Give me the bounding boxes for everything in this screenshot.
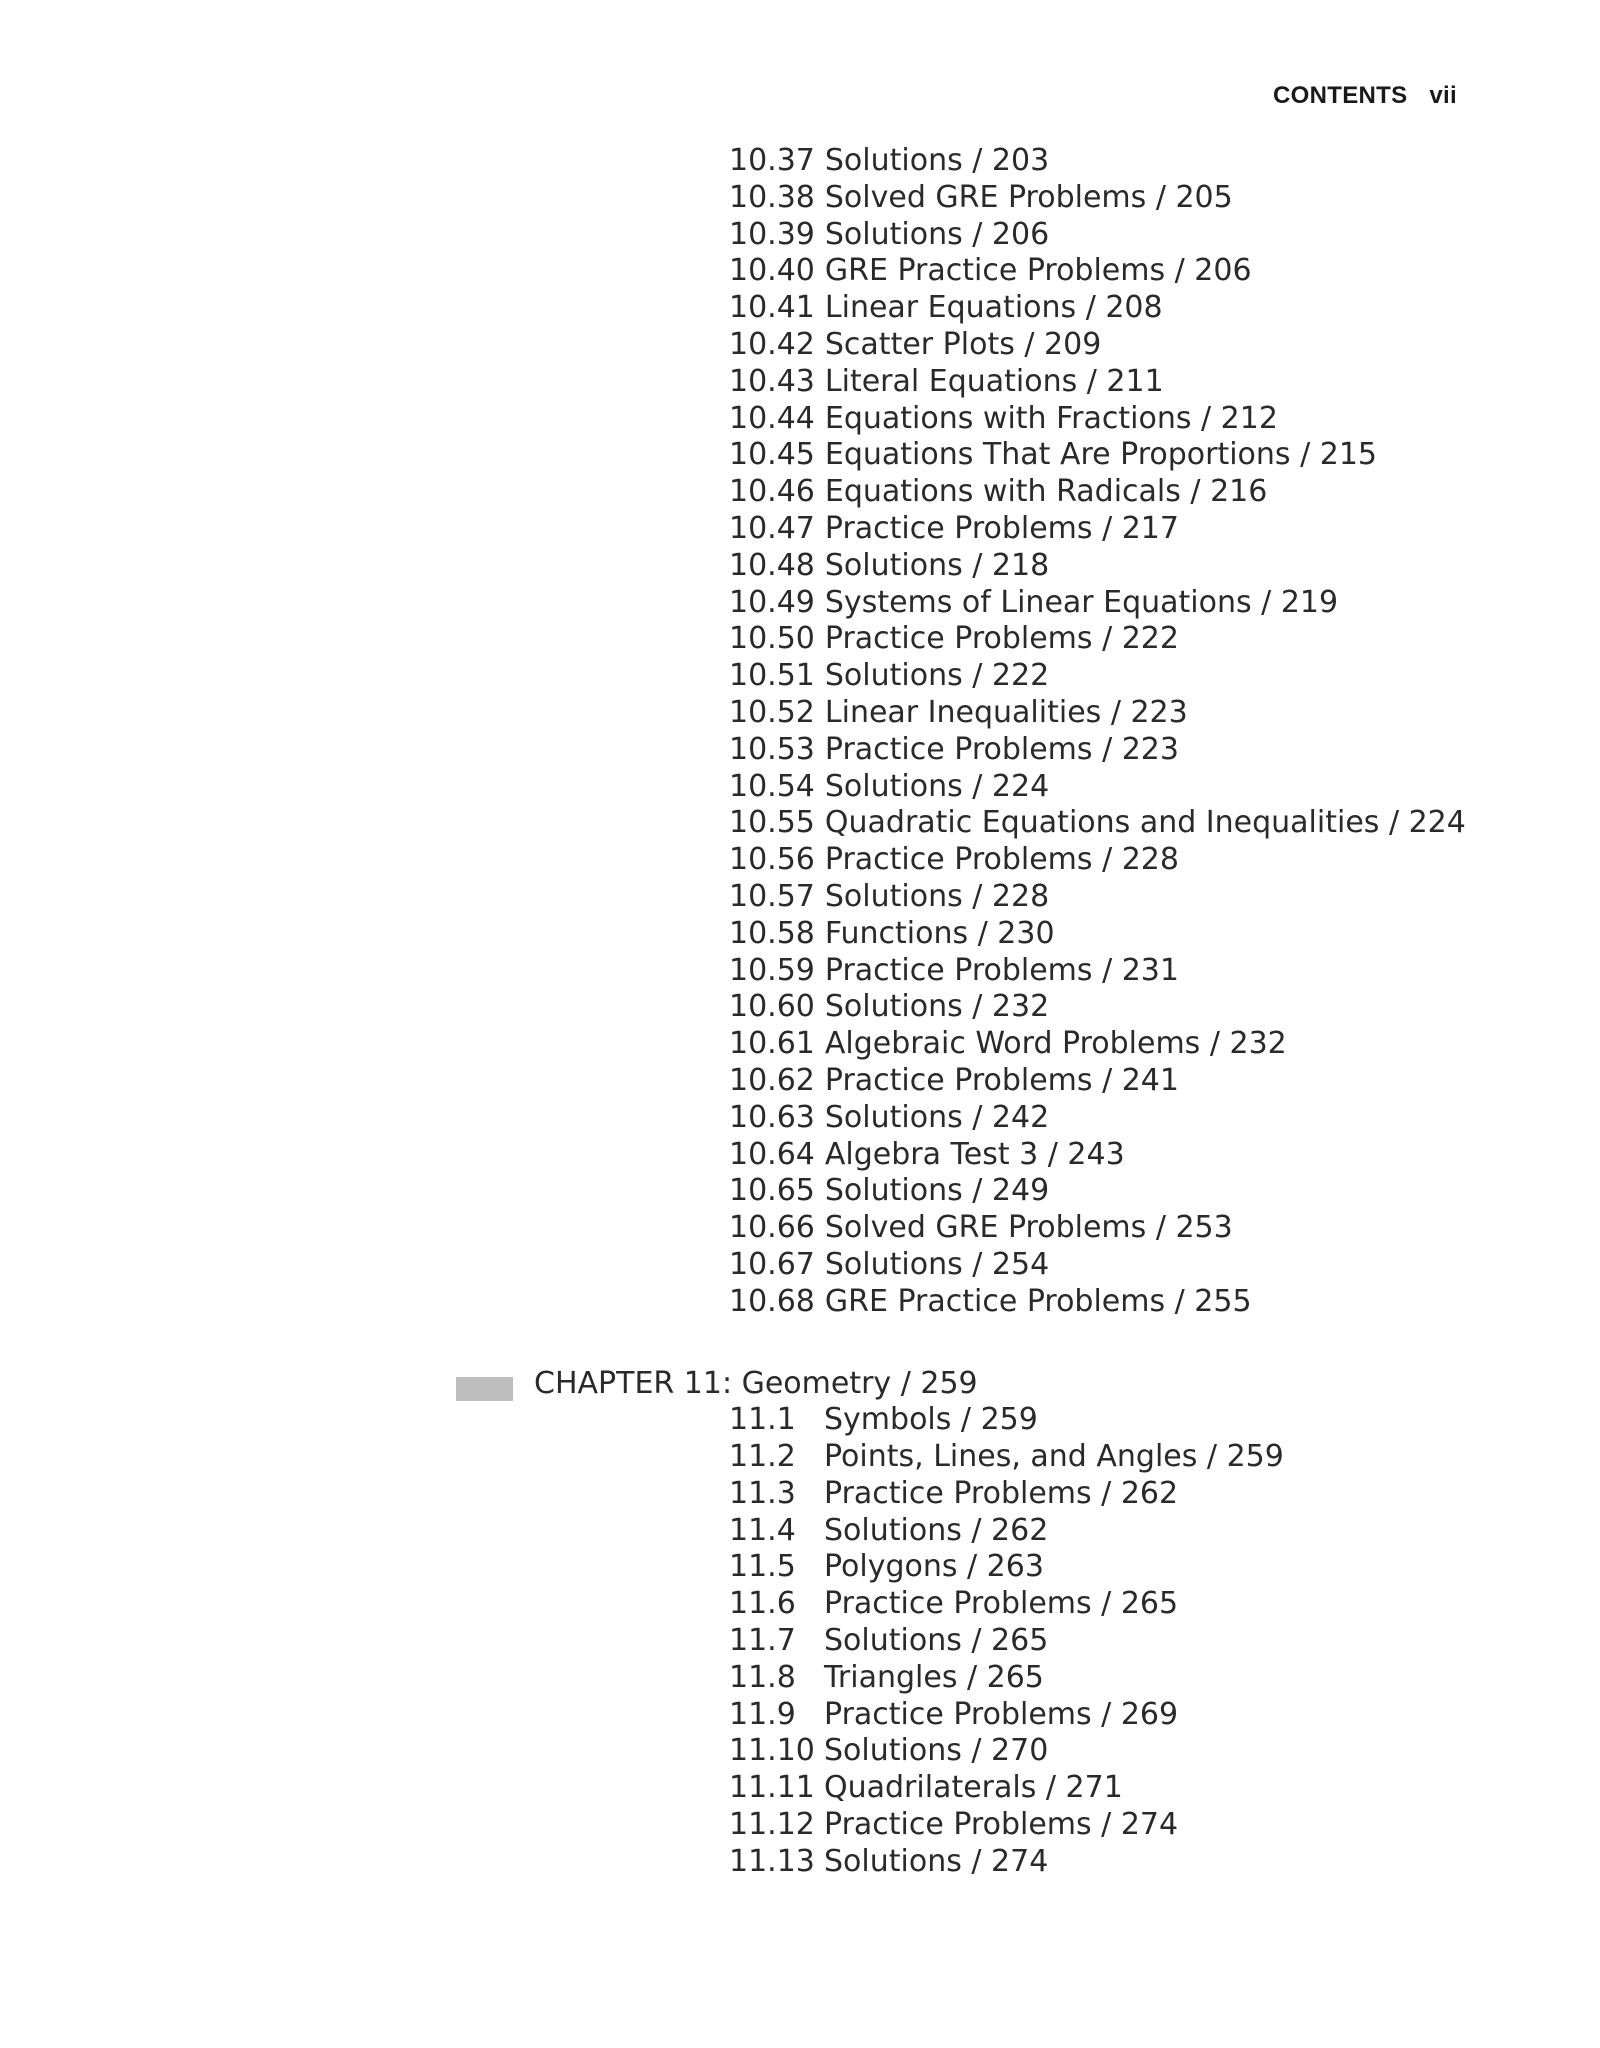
toc-entry-title: Practice Problems / 222 bbox=[824, 621, 1179, 657]
chapter-heading[interactable] bbox=[0, 1366, 1600, 1403]
toc-entry[interactable] bbox=[0, 732, 1600, 769]
toc-entry-title: Solutions / 274 bbox=[824, 1843, 1049, 1879]
toc-entry[interactable] bbox=[0, 217, 1600, 254]
toc-entry-title: Functions / 230 bbox=[824, 915, 1055, 951]
toc-entry-number: 11.11 bbox=[729, 1770, 815, 1806]
toc-entry-number: 10.55 bbox=[729, 805, 815, 841]
toc-entry-title: Solutions / 232 bbox=[824, 989, 1050, 1025]
toc-entry[interactable] bbox=[0, 401, 1600, 438]
toc-entry-number: 11.2 bbox=[729, 1439, 796, 1475]
toc-entry-title: Solutions / 254 bbox=[824, 1246, 1050, 1282]
toc-entry-title: Quadratic Equations and Inequalities / 224 bbox=[824, 805, 1466, 841]
toc-entry-number: 10.57 bbox=[729, 878, 815, 914]
toc-entry[interactable] bbox=[0, 1660, 1600, 1697]
toc-entry-number: 10.58 bbox=[729, 915, 815, 951]
toc-entry[interactable] bbox=[0, 805, 1600, 842]
toc-entry-title: Symbols / 259 bbox=[824, 1402, 1038, 1438]
toc-entry-number: 10.59 bbox=[729, 952, 815, 988]
toc-entry[interactable] bbox=[0, 1402, 1600, 1439]
toc-entry[interactable] bbox=[0, 1247, 1600, 1284]
toc-entry-number: 10.43 bbox=[729, 363, 815, 399]
toc-entry[interactable] bbox=[0, 1100, 1600, 1137]
toc-entry[interactable] bbox=[0, 1439, 1600, 1476]
toc-entry-title: Linear Equations / 208 bbox=[824, 290, 1163, 326]
toc-entry-title: Practice Problems / 231 bbox=[824, 952, 1179, 988]
toc-entry[interactable] bbox=[0, 1549, 1600, 1586]
toc-entry-title: Polygons / 263 bbox=[824, 1549, 1044, 1585]
toc-entry[interactable] bbox=[0, 695, 1600, 732]
toc-entry-title: Solutions / 203 bbox=[824, 143, 1050, 178]
toc-entry-number: 11.3 bbox=[729, 1475, 796, 1511]
toc-entry-number: 11.7 bbox=[729, 1623, 796, 1659]
toc-entry[interactable] bbox=[0, 253, 1600, 290]
toc-entry-number: 10.44 bbox=[729, 400, 815, 436]
toc-entry-number: 10.66 bbox=[729, 1210, 815, 1246]
toc-entry[interactable] bbox=[0, 143, 1600, 180]
chapter-marker-bar bbox=[456, 1377, 513, 1401]
toc-entry-title: Practice Problems / 265 bbox=[824, 1586, 1179, 1622]
toc-entry-title: Practice Problems / 262 bbox=[824, 1475, 1179, 1511]
toc-entry-number: 10.38 bbox=[729, 179, 815, 215]
toc-entry-title: Solutions / 218 bbox=[824, 547, 1050, 583]
toc-entry[interactable] bbox=[0, 1284, 1600, 1321]
toc-entry-number: 11.1 bbox=[729, 1402, 796, 1438]
toc-entry-title: Systems of Linear Equations / 219 bbox=[824, 584, 1339, 620]
toc-entry[interactable] bbox=[0, 916, 1600, 953]
toc-entry-title: Practice Problems / 228 bbox=[824, 842, 1179, 878]
toc-entry[interactable] bbox=[0, 290, 1600, 327]
toc-entry[interactable] bbox=[0, 1513, 1600, 1550]
toc-entry-title: Practice Problems / 274 bbox=[824, 1807, 1179, 1843]
toc-entry[interactable] bbox=[0, 658, 1600, 695]
toc-entry[interactable] bbox=[0, 585, 1600, 622]
toc-entry[interactable] bbox=[0, 1026, 1600, 1063]
chapter-spacer bbox=[0, 1321, 1600, 1366]
toc-entry[interactable] bbox=[0, 879, 1600, 916]
toc-entry[interactable] bbox=[0, 364, 1600, 401]
toc-entry-number: 11.5 bbox=[729, 1549, 796, 1585]
toc-entry[interactable] bbox=[0, 327, 1600, 364]
toc-entry-number: 10.64 bbox=[729, 1136, 815, 1172]
toc-entry-title: Solutions / 228 bbox=[824, 878, 1050, 914]
toc-entry-title: Points, Lines, and Angles / 259 bbox=[824, 1439, 1284, 1475]
chapter-title: CHAPTER 11: Geometry / 259 bbox=[534, 1365, 978, 1401]
toc-entry[interactable] bbox=[0, 1476, 1600, 1513]
toc-entry-title: Equations with Fractions / 212 bbox=[824, 400, 1278, 436]
toc-entry-number: 11.8 bbox=[729, 1659, 796, 1695]
toc-entry-title: Equations with Radicals / 216 bbox=[824, 474, 1268, 510]
toc-entry-title: Triangles / 265 bbox=[824, 1659, 1044, 1695]
toc-entry-number: 10.49 bbox=[729, 584, 815, 620]
toc-entry[interactable] bbox=[0, 1623, 1600, 1660]
toc-entry-number: 11.4 bbox=[729, 1512, 796, 1548]
toc-entry-title: GRE Practice Problems / 206 bbox=[824, 253, 1252, 289]
toc-entry[interactable] bbox=[0, 842, 1600, 879]
toc-entry[interactable] bbox=[0, 180, 1600, 217]
toc-entry-number: 10.56 bbox=[729, 842, 815, 878]
toc-entry-number: 10.54 bbox=[729, 768, 815, 804]
toc-entry-title: Solutions / 222 bbox=[824, 658, 1050, 694]
toc-entry[interactable] bbox=[0, 621, 1600, 658]
toc-entry-title: Literal Equations / 211 bbox=[824, 363, 1164, 399]
toc-entry-number: 11.9 bbox=[729, 1696, 796, 1732]
toc-entry-number: 10.47 bbox=[729, 510, 815, 546]
toc-entry[interactable] bbox=[0, 989, 1600, 1026]
continued-section-list bbox=[0, 143, 1600, 1321]
toc-entry-title: Solved GRE Problems / 205 bbox=[824, 179, 1233, 215]
chapter-section-list bbox=[0, 1402, 1600, 1880]
toc-entry-title: Solved GRE Problems / 253 bbox=[824, 1210, 1233, 1246]
toc-entry-title: Practice Problems / 241 bbox=[824, 1062, 1179, 1098]
toc-entry-title: Solutions / 270 bbox=[824, 1733, 1049, 1769]
toc-entry-title: Solutions / 262 bbox=[824, 1512, 1049, 1548]
toc-entry[interactable] bbox=[0, 953, 1600, 990]
toc-entry-number: 10.40 bbox=[729, 253, 815, 289]
toc-entry[interactable] bbox=[0, 548, 1600, 585]
toc-entry-title: Scatter Plots / 209 bbox=[824, 326, 1102, 362]
toc-entry-title: Practice Problems / 269 bbox=[824, 1696, 1179, 1732]
toc-entry-title: Solutions / 224 bbox=[824, 768, 1050, 804]
toc-entry-number: 10.67 bbox=[729, 1246, 815, 1282]
toc-entry[interactable] bbox=[0, 511, 1600, 548]
toc-entry-number: 11.12 bbox=[729, 1807, 815, 1843]
toc-entry-number: 10.68 bbox=[729, 1283, 815, 1319]
table-of-contents bbox=[0, 143, 1600, 1881]
toc-entry-number: 10.42 bbox=[729, 326, 815, 362]
toc-entry[interactable] bbox=[0, 1137, 1600, 1174]
toc-entry-number: 10.60 bbox=[729, 989, 815, 1025]
toc-entry-number: 10.63 bbox=[729, 1099, 815, 1135]
toc-entry-title: Practice Problems / 223 bbox=[824, 731, 1179, 767]
toc-entry[interactable] bbox=[0, 1063, 1600, 1100]
toc-entry[interactable] bbox=[0, 1173, 1600, 1210]
toc-entry[interactable] bbox=[0, 1697, 1600, 1734]
toc-entry-number: 10.37 bbox=[729, 143, 815, 178]
toc-entry-number: 10.51 bbox=[729, 658, 815, 694]
toc-entry-number: 10.41 bbox=[729, 290, 815, 326]
toc-entry-number: 10.61 bbox=[729, 1026, 815, 1062]
toc-entry[interactable] bbox=[0, 1586, 1600, 1623]
toc-entry-number: 10.62 bbox=[729, 1062, 815, 1098]
toc-entry-title: Solutions / 206 bbox=[824, 216, 1050, 252]
toc-entry-title: Algebraic Word Problems / 232 bbox=[824, 1026, 1287, 1062]
toc-entry-title: Linear Inequalities / 223 bbox=[824, 694, 1188, 730]
toc-entry-title: Quadrilaterals / 271 bbox=[824, 1770, 1123, 1806]
toc-entry[interactable] bbox=[0, 437, 1600, 474]
toc-entry[interactable] bbox=[0, 1733, 1600, 1770]
toc-entry-title: Practice Problems / 217 bbox=[824, 510, 1179, 546]
toc-entry-title: GRE Practice Problems / 255 bbox=[824, 1283, 1252, 1319]
toc-entry-number: 10.45 bbox=[729, 437, 815, 473]
toc-entry-title: Solutions / 265 bbox=[824, 1623, 1049, 1659]
running-head-title: CONTENTS bbox=[1273, 82, 1408, 109]
toc-entry-title: Solutions / 242 bbox=[824, 1099, 1050, 1135]
toc-entry-number: 10.39 bbox=[729, 216, 815, 252]
toc-entry-number: 10.50 bbox=[729, 621, 815, 657]
toc-entry-number: 10.46 bbox=[729, 474, 815, 510]
page-number: vii bbox=[1429, 82, 1457, 109]
toc-entry[interactable] bbox=[0, 1770, 1600, 1807]
toc-entry-number: 10.48 bbox=[729, 547, 815, 583]
running-head bbox=[1273, 82, 1457, 110]
toc-entry[interactable] bbox=[0, 1807, 1600, 1844]
toc-entry[interactable] bbox=[0, 474, 1600, 511]
toc-entry[interactable] bbox=[0, 1210, 1600, 1247]
toc-entry-number: 10.53 bbox=[729, 731, 815, 767]
toc-entry-number: 10.52 bbox=[729, 694, 815, 730]
toc-entry[interactable] bbox=[0, 1844, 1600, 1881]
toc-entry-number: 11.6 bbox=[729, 1586, 796, 1622]
toc-entry-title: Equations That Are Proportions / 215 bbox=[824, 437, 1377, 473]
toc-entry-title: Algebra Test 3 / 243 bbox=[824, 1136, 1125, 1172]
toc-entry-number: 11.10 bbox=[729, 1733, 815, 1769]
toc-entry-number: 10.65 bbox=[729, 1173, 815, 1209]
toc-entry[interactable] bbox=[0, 769, 1600, 806]
toc-entry-number: 11.13 bbox=[729, 1843, 815, 1879]
toc-entry-title: Solutions / 249 bbox=[824, 1173, 1050, 1209]
